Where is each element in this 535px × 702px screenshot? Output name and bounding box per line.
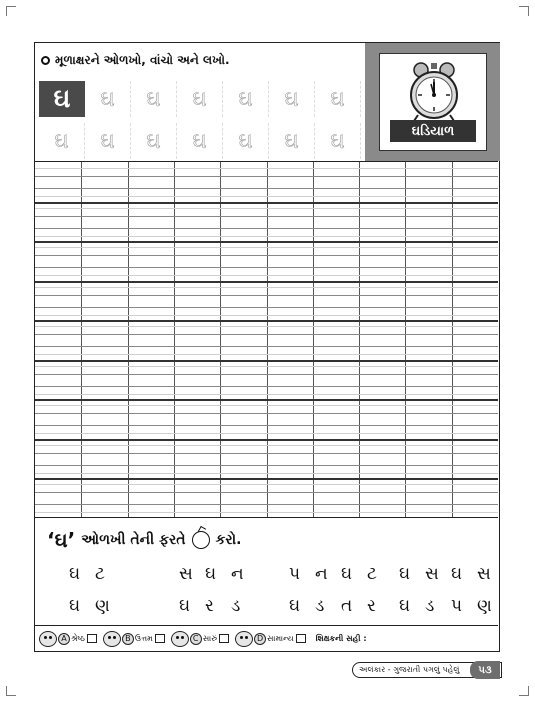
identify-task (35, 517, 498, 625)
choice-letter[interactable]: ઘ (399, 596, 411, 616)
choice-letter[interactable]: ણ (95, 596, 110, 616)
choice-letter[interactable]: ઘ (451, 564, 463, 584)
letter-group (69, 564, 179, 584)
choice-letter[interactable]: ણ (477, 596, 492, 616)
page-number: ૫૩ (470, 661, 500, 679)
choice-letter[interactable]: ન (315, 564, 328, 584)
grid-row-line (35, 465, 498, 466)
task-title (47, 528, 241, 552)
choice-letter[interactable]: ઘ (289, 596, 301, 616)
letter-group (289, 596, 399, 616)
task-letter: ‘ઘ’ (47, 528, 76, 552)
choice-letter[interactable]: ર (367, 596, 376, 616)
trace-letter: ઘ (85, 123, 131, 159)
grid-row-line (35, 315, 498, 316)
grade-checkbox[interactable] (296, 634, 306, 643)
grid-row-line (35, 473, 498, 474)
grade-checkbox[interactable] (87, 634, 97, 643)
choice-letter[interactable]: ત (341, 596, 353, 616)
grid-band-line (35, 360, 498, 362)
grid-band-line (35, 320, 498, 322)
tracing-area (39, 81, 361, 159)
grid-row-line (35, 216, 498, 217)
grid-row-line (35, 275, 498, 276)
grid-row-line (35, 394, 498, 395)
choice-letter[interactable]: ડ (231, 596, 241, 616)
picture-panel (365, 43, 500, 161)
grid-row-line (35, 366, 498, 367)
letter-row (69, 564, 509, 584)
grade-letter: D (254, 633, 266, 645)
trace-letter: ઘ (269, 81, 315, 117)
letter-group (69, 596, 179, 616)
choice-letter[interactable]: ઘ (69, 564, 81, 584)
grid-row-line (35, 425, 498, 426)
grid-row-line (35, 405, 498, 406)
grid-row-line (35, 267, 498, 268)
grid-row-line (35, 445, 498, 446)
grid-row-line (35, 512, 498, 513)
choice-letter[interactable]: સ (425, 564, 439, 584)
circle-icon (192, 531, 210, 549)
bullet-icon (41, 56, 50, 65)
grid-band-line (35, 202, 498, 204)
choice-letter[interactable]: ટ (95, 564, 105, 584)
trace-letter: ઘ (177, 81, 223, 117)
crop-mark (6, 686, 16, 696)
grid-row-line (35, 484, 498, 485)
grade-letter: C (190, 633, 202, 645)
trace-letter: ઘ (315, 123, 361, 159)
grid-row-line (35, 413, 498, 414)
task-end: કરો. (215, 532, 242, 548)
smiley-icon (39, 631, 57, 647)
picture-label: ઘડિયાળ (390, 120, 476, 142)
trace-letter: ઘ (223, 123, 269, 159)
smiley-icon (235, 631, 253, 647)
grade-checkbox[interactable] (155, 634, 165, 643)
grid-band-line (35, 439, 498, 441)
choice-letter[interactable]: ટ (367, 564, 377, 584)
grid-row-line (35, 196, 498, 197)
grade-letter: B (122, 633, 134, 645)
choice-letter[interactable]: પ (451, 596, 463, 616)
grid-row-line (35, 247, 498, 248)
choice-letter[interactable]: ડ (315, 596, 325, 616)
trace-row (39, 123, 361, 159)
grid-row-line (35, 346, 498, 347)
writing-grid (35, 161, 498, 517)
choice-letter[interactable]: ઘ (179, 596, 191, 616)
trace-letter: ઘ (131, 123, 177, 159)
grid-row-line (35, 386, 498, 387)
grid-row-line (35, 334, 498, 335)
grade-letter: A (58, 633, 70, 645)
crop-mark (519, 686, 529, 696)
instruction-text: મૂળાક્ષરને ઓળખો, વાંચો અને લખો. (55, 52, 230, 67)
trace-letter: ઘ (269, 123, 315, 159)
grid-row-line (35, 287, 498, 288)
grid-row-line (35, 295, 498, 296)
grid-row-line (35, 255, 498, 256)
grid-band-line (35, 399, 498, 401)
trace-letter: ઘ (315, 81, 361, 117)
grid-row-line (35, 453, 498, 454)
letter-group (179, 564, 289, 584)
alarm-clock-icon (404, 60, 464, 124)
choice-letter[interactable]: સ (477, 564, 491, 584)
letter-group (399, 564, 509, 584)
grade-option (103, 631, 165, 647)
choice-letter[interactable]: પ (289, 564, 301, 584)
grade-checkbox[interactable] (219, 634, 229, 643)
grid-row-line (35, 236, 498, 237)
grid-band-line (35, 478, 498, 480)
letter-row (69, 596, 509, 616)
grade-label: સારું (202, 633, 218, 643)
task-text: ઓળખી તેની ફરતે (81, 532, 186, 548)
grade-label: ઉત્તમ (134, 633, 153, 643)
grid-row-line (35, 504, 498, 505)
grid-row-line (35, 188, 498, 189)
trace-row (39, 81, 361, 117)
grade-option (235, 631, 306, 647)
picture-frame (379, 53, 487, 151)
book-title: અલંકાર - ગુજરાતી પગલું પહેલું (352, 662, 502, 678)
grid-row-line (35, 307, 498, 308)
choice-letter[interactable]: ન (231, 564, 244, 584)
choice-letter[interactable]: ઘ (399, 564, 411, 584)
choice-letter[interactable]: ડ (425, 596, 435, 616)
grade-option (39, 631, 97, 647)
smiley-icon (171, 631, 189, 647)
grid-band-line (35, 281, 498, 283)
teacher-signature-label: શિક્ષકની સહી : (315, 633, 367, 643)
grid-band-line (35, 241, 498, 243)
choice-letter[interactable]: ઘ (69, 596, 81, 616)
letter-group (179, 596, 289, 616)
model-letter: ઘ (39, 81, 85, 117)
grading-footer (35, 625, 498, 651)
grid-row-line (35, 374, 498, 375)
trace-letter: ઘ (39, 123, 85, 159)
crop-mark (6, 6, 16, 16)
trace-letter: ઘ (177, 123, 223, 159)
choice-letter[interactable]: ર (205, 596, 214, 616)
grid-row-line (35, 168, 498, 169)
grade-label: સામાન્ય (267, 633, 294, 643)
trace-letter: ઘ (223, 81, 269, 117)
choice-letter[interactable]: ઘ (205, 564, 217, 584)
crop-mark (519, 6, 529, 16)
smiley-icon (103, 631, 121, 647)
instruction (41, 49, 230, 71)
choice-letter[interactable]: ઘ (341, 564, 353, 584)
letter-group (289, 564, 399, 584)
letter-group (399, 596, 509, 616)
grade-label: શ્રેષ્ઠ (71, 633, 85, 643)
grid-row-line (35, 433, 498, 434)
choice-letter[interactable]: સ (179, 564, 193, 584)
grid-row-line (35, 208, 498, 209)
grid-row-line (35, 326, 498, 327)
grid-row-line (35, 228, 498, 229)
grade-option (171, 631, 229, 647)
grid-row-line (35, 492, 498, 493)
trace-letter: ઘ (85, 81, 131, 117)
worksheet (34, 42, 500, 652)
grid-row-line (35, 176, 498, 177)
grid-row-line (35, 354, 498, 355)
trace-letter: ઘ (131, 81, 177, 117)
